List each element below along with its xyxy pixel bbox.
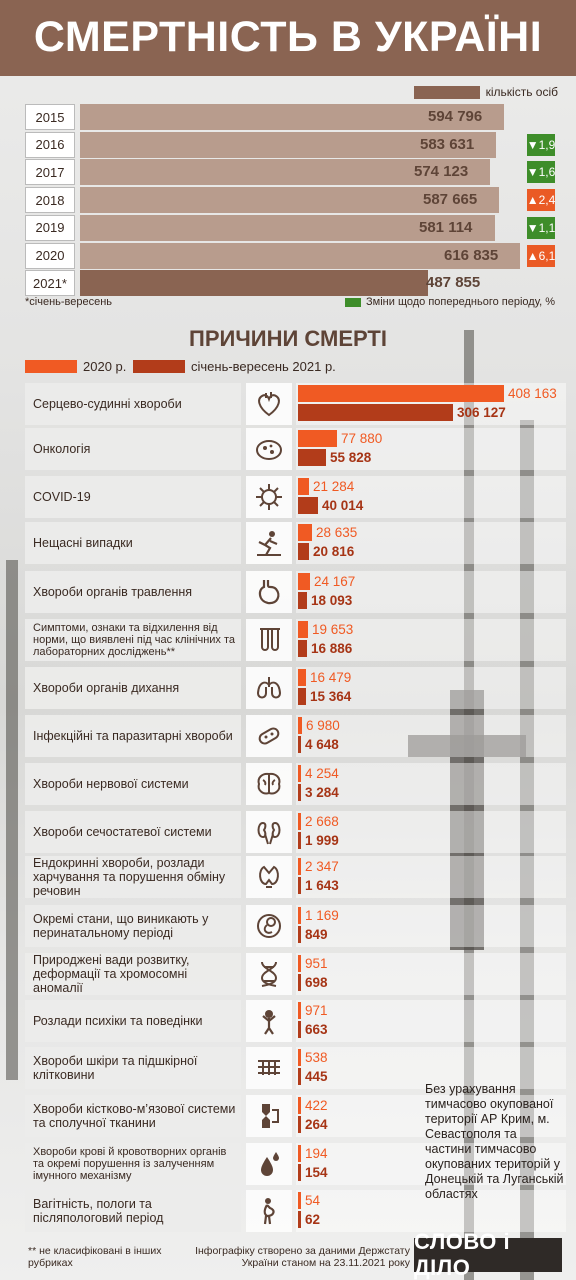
- cause-label: Хвороби крові й кровотворних органів та окремі порушення із залученням імунного механізму: [25, 1143, 241, 1185]
- value-label-2021: 698: [305, 975, 328, 990]
- legend-count-swatch: [414, 86, 480, 99]
- footnote-unclassified: ** не класифіковані в інших рубриках: [28, 1245, 162, 1269]
- bar-2020: [298, 573, 310, 590]
- bar-2021: [298, 1116, 301, 1133]
- bar-2021: [298, 449, 326, 466]
- bar-2021: [298, 926, 301, 943]
- value-label-2021: 1 999: [305, 833, 339, 848]
- legend-2021-swatch: [133, 360, 185, 373]
- value-label-2021: 16 886: [311, 641, 353, 656]
- background-tree: [6, 560, 18, 1080]
- year-value-label: 587 665: [423, 191, 478, 209]
- bar-2020: [298, 907, 301, 924]
- bar-2021: [298, 688, 306, 705]
- value-label-2020: 16 479: [310, 670, 352, 685]
- value-label-2021: 40 014: [322, 498, 364, 513]
- bar-2021: [298, 784, 301, 801]
- cause-label: COVID-19: [25, 476, 241, 518]
- year-value-label: 487 855: [426, 274, 481, 292]
- heart-icon: [246, 383, 292, 425]
- bar-2021: [298, 1211, 301, 1228]
- value-label-2021: 306 127: [457, 405, 506, 420]
- bar-2020: [298, 478, 309, 495]
- legend-count-label: кількість осіб: [485, 85, 558, 99]
- causes-title: ПРИЧИНИ СМЕРТІ: [189, 326, 387, 351]
- year-value-label: 581 114: [419, 218, 473, 236]
- source-note: Інфографіку створено за даними Держстату України станом на 23.11.2021 року: [195, 1245, 410, 1269]
- value-label-2021: 15 364: [310, 689, 352, 704]
- bar-2020: [298, 1145, 301, 1162]
- skin-layers-icon: [246, 1047, 292, 1089]
- value-label-2020: 6 980: [306, 718, 340, 733]
- legend-count: [414, 84, 558, 100]
- value-label-2020: 4 254: [305, 766, 339, 781]
- value-label-2021: 154: [305, 1165, 328, 1180]
- brain-icon: [246, 763, 292, 805]
- value-label-2020: 538: [305, 1050, 328, 1065]
- header: [0, 0, 576, 76]
- cause-label: Розлади психіки та поведінки: [25, 1000, 241, 1042]
- cause-label: Хвороби органів травлення: [25, 571, 241, 613]
- cause-label: Природжені вади розвитку, деформації та хромосомні аномалії: [25, 953, 241, 995]
- pregnancy-icon: [246, 1190, 292, 1232]
- bar-2021: [298, 543, 309, 560]
- value-label-2021: 20 816: [313, 544, 355, 559]
- value-label-2021: 264: [305, 1117, 328, 1132]
- bacteria-icon: [246, 715, 292, 757]
- bar-2020: [298, 1002, 301, 1019]
- value-label-2020: 19 653: [312, 622, 354, 637]
- change-note-label: Зміни щодо попереднього періоду, %: [366, 296, 555, 308]
- year-label: 2015: [25, 104, 75, 130]
- bar-2020: [298, 669, 306, 686]
- cause-label: Вагітність, пологи та післяпологовий період: [25, 1190, 241, 1232]
- bar-2020: [298, 955, 301, 972]
- value-label-2020: 2 347: [305, 859, 339, 874]
- bar-2021: [298, 1068, 301, 1085]
- value-label-2020: 951: [305, 956, 328, 971]
- year-label: 2019: [25, 215, 75, 241]
- bar-2021: [298, 497, 318, 514]
- bar-2020: [298, 524, 312, 541]
- value-label-2021: 4 648: [305, 737, 339, 752]
- change-note: [345, 296, 555, 308]
- legend-2021: [133, 358, 336, 374]
- cause-row-band: [296, 953, 566, 995]
- bar-2020: [298, 765, 301, 782]
- year-bar: [80, 270, 428, 296]
- cause-label: Нещасні випадки: [25, 522, 241, 564]
- bar-2020: [298, 1049, 301, 1066]
- disclaimer: Без урахування тимчасово окупованої території АР Крим, м. Севастополя та частини тимчасово окупованих територій у Донецькій та Луганській областях: [425, 1082, 564, 1201]
- year-label: 2018: [25, 187, 75, 213]
- stressed-person-icon: [246, 1000, 292, 1042]
- fetus-icon: [246, 905, 292, 947]
- value-label-2020: 971: [305, 1003, 328, 1018]
- bar-2020: [298, 1192, 301, 1209]
- value-label-2020: 21 284: [313, 479, 355, 494]
- joint-icon: [246, 1095, 292, 1137]
- cause-label: Хвороби нервової системи: [25, 763, 241, 805]
- value-label-2020: 422: [305, 1098, 328, 1113]
- bar-2021: [298, 832, 301, 849]
- cause-label: Симптоми, ознаки та відхилення від норми, що виявлені під час клінічних та лабораторних досліджень**: [25, 619, 241, 661]
- bar-2020: [298, 1097, 301, 1114]
- change-badge: ▲2,4: [527, 189, 555, 211]
- value-label-2021: 3 284: [305, 785, 339, 800]
- bar-2021: [298, 877, 301, 894]
- change-badge: ▲6,1: [527, 245, 555, 267]
- year-label: 2017: [25, 159, 75, 185]
- cause-label: Окремі стани, що виникають у перинатальному періоді: [25, 905, 241, 947]
- cancer-cell-icon: [246, 428, 292, 470]
- bar-2021: [298, 592, 307, 609]
- bar-2021: [298, 1021, 301, 1038]
- value-label-2020: 28 635: [316, 525, 358, 540]
- value-label-2021: 445: [305, 1069, 328, 1084]
- bar-2020: [298, 858, 301, 875]
- change-badge: ▼1,6: [527, 161, 555, 183]
- bar-2021: [298, 974, 301, 991]
- cause-label: Онкологія: [25, 428, 241, 470]
- dna-icon: [246, 953, 292, 995]
- page-title: СМЕРТНІСТЬ В УКРАЇНІ: [33, 13, 543, 61]
- change-badge: ▼1,1: [527, 217, 555, 239]
- value-label-2020: 54: [305, 1193, 321, 1208]
- value-label-2020: 77 880: [341, 431, 383, 446]
- value-label-2020: 408 163: [508, 386, 557, 401]
- value-label-2021: 849: [305, 927, 328, 942]
- value-label-2021: 663: [305, 1022, 328, 1037]
- cause-label: Серцево-судинні хвороби: [25, 383, 241, 425]
- cause-label: Хвороби органів дихання: [25, 667, 241, 709]
- bar-2021: [298, 640, 307, 657]
- year-value-label: 594 796: [428, 108, 483, 125]
- bar-2020: [298, 621, 308, 638]
- cause-label: Хвороби кістково-м’язової системи та сполучної тканини: [25, 1095, 241, 1137]
- cause-label: Хвороби шкіри та підшкірної клітковини: [25, 1047, 241, 1089]
- legend-2020-swatch: [25, 360, 77, 373]
- bar-2021: [298, 736, 301, 753]
- value-label-2020: 2 668: [305, 814, 339, 829]
- stomach-icon: [246, 571, 292, 613]
- year-value-label: 574 123: [414, 163, 469, 181]
- value-label-2021: 55 828: [330, 450, 372, 465]
- value-label-2021: 1 643: [305, 878, 339, 893]
- kidneys-icon: [246, 811, 292, 853]
- year-value-label: 616 835: [444, 246, 499, 264]
- year-label: 2020: [25, 243, 75, 269]
- bar-2020: [298, 813, 301, 830]
- bar-2021: [298, 1164, 301, 1181]
- legend-2020: [25, 358, 126, 374]
- bar-2020: [298, 430, 337, 447]
- blood-drops-icon: [246, 1143, 292, 1185]
- bar-2020: [298, 717, 302, 734]
- value-label-2020: 1 169: [305, 908, 339, 923]
- lungs-icon: [246, 667, 292, 709]
- cause-row-band: [296, 1000, 566, 1042]
- cause-label: Інфекційні та паразитарні хвороби: [25, 715, 241, 757]
- bar-2021: [298, 404, 453, 421]
- logo: СЛОВО і ДІЛО: [414, 1238, 562, 1272]
- virus-icon: [246, 476, 292, 518]
- value-label-2021: 18 093: [311, 593, 353, 608]
- thyroid-icon: [246, 856, 292, 898]
- footnote-2021: *січень-вересень: [25, 296, 113, 308]
- year-value-label: 583 631: [420, 135, 475, 153]
- value-label-2021: 62: [305, 1212, 321, 1227]
- value-label-2020: 194: [305, 1146, 328, 1161]
- legend-2020-label: 2020 р.: [83, 358, 127, 374]
- year-label: 2016: [25, 132, 75, 158]
- bar-2020: [298, 385, 504, 402]
- cause-label: Ендокринні хвороби, розлади харчування та порушення обміну речовин: [25, 856, 241, 898]
- value-label-2020: 24 167: [314, 574, 356, 589]
- legend-2021-label: січень-вересень 2021 р.: [191, 358, 336, 374]
- test-tubes-icon: [246, 619, 292, 661]
- change-note-swatch: [345, 298, 361, 307]
- year-label: 2021*: [25, 270, 75, 296]
- falling-person-icon: [246, 522, 292, 564]
- change-badge: ▼1,9: [527, 134, 555, 156]
- cause-label: Хвороби сечостатевої системи: [25, 811, 241, 853]
